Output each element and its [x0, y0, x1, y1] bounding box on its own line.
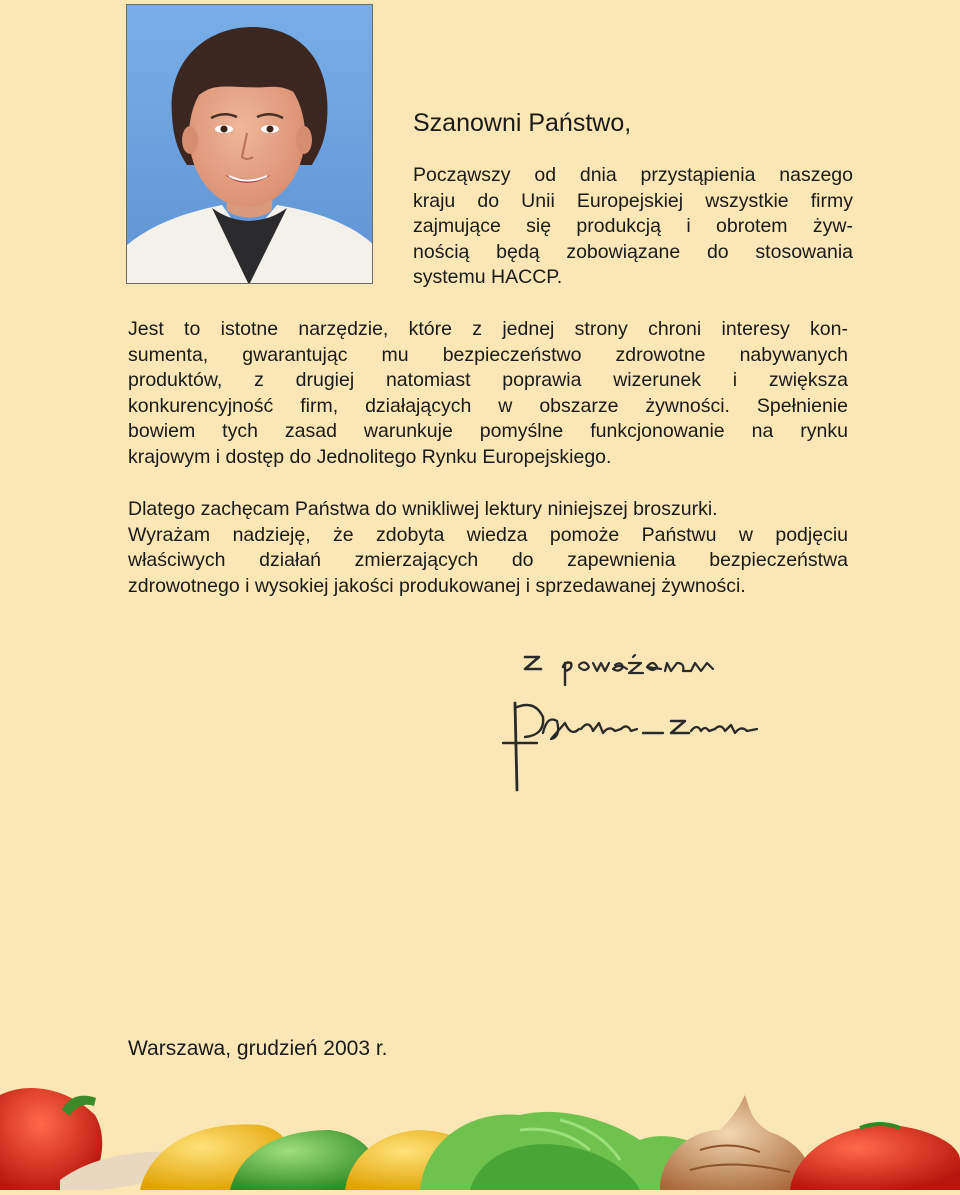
letter-greeting: Szanowni Państwo, [413, 109, 632, 137]
handwritten-signature [495, 645, 770, 795]
author-portrait-photo [126, 4, 373, 284]
text-line: kraju do Unii Europejskiej wszystkie firmy [413, 189, 853, 212]
text-line: Wyrażam nadzieję, że zdobyta wiedza pomoże Państwu w podjęciu [128, 523, 848, 546]
place-and-date: Warszawa, grudzień 2003 r. [128, 1037, 388, 1060]
body-paragraph-2 [128, 317, 848, 470]
text-line: Począwszy od dnia przystąpienia naszego [413, 164, 853, 186]
vegetables-decorative-image [0, 1070, 960, 1190]
text-line: zajmujące się produkcją i obrotem żyw- [413, 215, 853, 237]
text-line: Jest to istotne narzędzie, które z jednej strony chroni interesy kon- [128, 318, 848, 340]
intro-paragraph [413, 163, 853, 291]
text-line: Dlatego zachęcam Państwa do wnikliwej lektury niniejszej broszurki. [128, 498, 718, 520]
text-line: bowiem tych zasad warunkuje pomyślne funkcjonowanie na rynku [128, 420, 848, 442]
text-line: produktów, z drugiej natomiast poprawia wizerunek i zwiększa [128, 369, 848, 391]
text-line: właściwych działań zmierzających do zapewnienia bezpieczeństwa [128, 549, 848, 571]
text-line: sumenta, gwarantując mu bezpieczeństwo zdrowotne nabywanych [128, 343, 848, 366]
text-line: krajowym i dostęp do Jednolitego Rynku Europejskiego. [128, 445, 612, 468]
text-line: systemu HACCP. [413, 266, 563, 288]
body-paragraph-3 [128, 497, 848, 599]
text-line: konkurencyjność firm, działających w obszarze żywności. Spełnienie [128, 394, 848, 417]
text-line: nością będą zobowiązane do stosowania [413, 240, 853, 263]
text-line: zdrowotnego i wysokiej jakości produkowanej i sprzedawanej żywności. [128, 574, 746, 597]
